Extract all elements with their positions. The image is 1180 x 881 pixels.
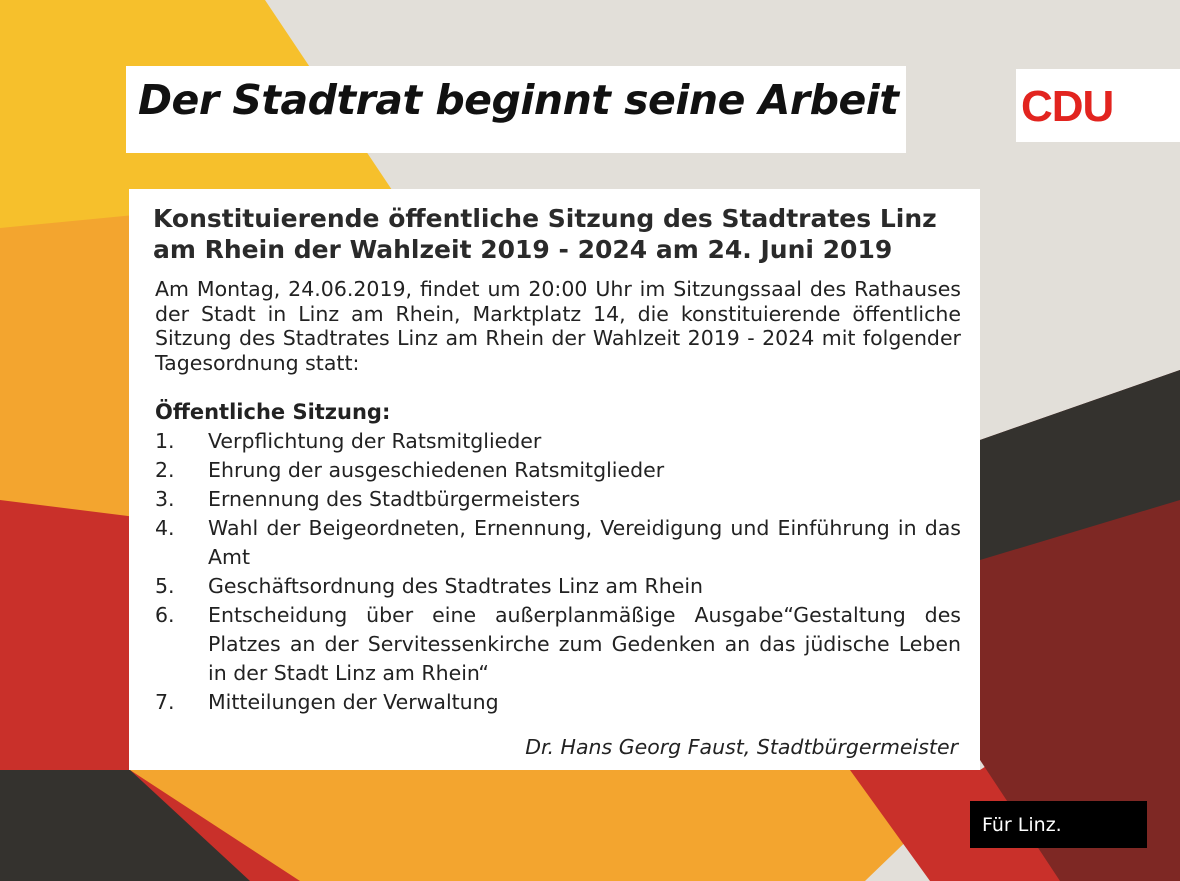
agenda-item	[155, 456, 961, 485]
agenda-item-text: Geschäftsordnung des Stadtrates Linz am Rhein	[208, 574, 704, 598]
agenda-item	[155, 688, 961, 717]
agenda-item-number: 7.	[155, 690, 175, 714]
cdu-logo-box	[1016, 69, 1180, 142]
notice-body: Am Montag, 24.06.2019, findet um 20:00 Uhr im Sitzungssaal des Rathauses der Stadt in Linz am Rhein, Marktplatz 14, die konstituierende öffentliche Sitzung des Stadtrates Linz am Rhein der Wahlzeit 2019 - 2024 mit folgender Tagesordnung statt:	[155, 277, 961, 375]
slogan: Für Linz.	[982, 814, 1062, 836]
agenda-item	[155, 427, 961, 456]
agenda-item-text: Mitteilungen der Verwaltung	[208, 690, 499, 714]
agenda-item-text: Ehrung der ausgeschiedenen Ratsmitglieder	[208, 458, 665, 482]
headline-banner	[126, 66, 906, 153]
agenda-item-number: 2.	[155, 458, 175, 482]
public-notice	[129, 189, 980, 770]
agenda-item-text: Ernennung des Stadtbürgermeisters	[208, 487, 581, 511]
agenda-item	[155, 572, 961, 601]
signature: Dr. Hans Georg Faust, Stadtbürgermeister	[525, 735, 958, 759]
notice-subheading: Öffentliche Sitzung:	[155, 400, 391, 424]
agenda-item	[155, 514, 961, 572]
slogan-box	[970, 801, 1147, 848]
agenda-item-number: 1.	[155, 429, 175, 453]
agenda-list	[155, 427, 961, 717]
agenda-item-number: 6.	[155, 603, 175, 627]
notice-title: Konstituierende öffentliche Sitzung des Stadtrates Linz am Rhein der Wahlzeit 2019 - 2024 am 24. Juni 2019	[153, 204, 937, 264]
agenda-item-number: 3.	[155, 487, 175, 511]
agenda-item-text: Entscheidung über eine außerplanmäßige Ausgabe“Gestaltung des Platzes an der Servitessenkirche zum Gedenken an das jüdische Leben in der Stadt Linz am Rhein“	[208, 603, 961, 685]
cdu-logo: CDU	[1021, 82, 1114, 131]
agenda-item	[155, 601, 961, 688]
agenda-item-number: 4.	[155, 516, 175, 540]
agenda-item-text: Wahl der Beigeordneten, Ernennung, Vereidigung und Einführung in das Amt	[208, 516, 961, 569]
agenda-item-number: 5.	[155, 574, 175, 598]
agenda-item	[155, 485, 961, 514]
headline: Der Stadtrat beginnt seine Arbeit	[138, 76, 899, 124]
agenda-item-text: Verpflichtung der Ratsmitglieder	[208, 429, 542, 453]
